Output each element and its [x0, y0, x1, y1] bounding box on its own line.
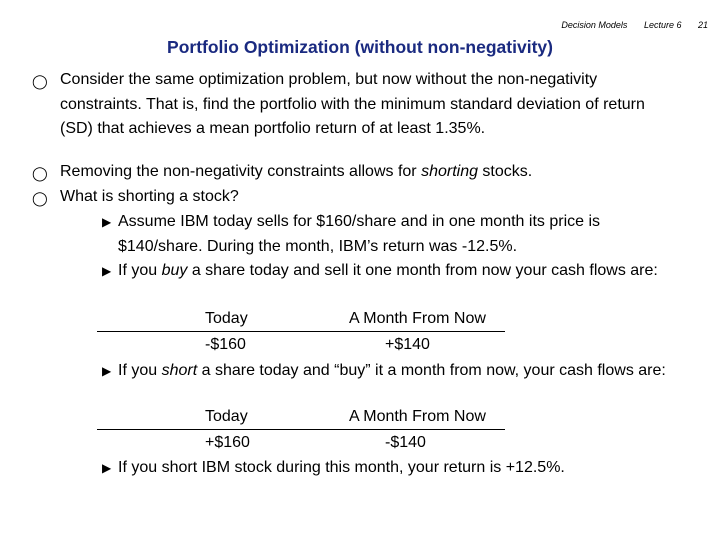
sub-bullet-short [102, 359, 678, 384]
sub-bullet-emphasis: buy [161, 262, 188, 279]
bullet-text: Consider the same optimization problem, but now without the non-negativity constraints. That is, find the portfolio with the minimum standard deviation of return (SD) that achieves a mean portfolio return of at least 1.35%. [60, 71, 645, 137]
triangle-bullet-icon: ▶ [102, 461, 112, 475]
sub-bullet-text-before: If you [118, 362, 162, 379]
value-today: +$160 [205, 434, 250, 451]
short-table-header [97, 405, 505, 430]
col-month-from-now: A Month From Now [349, 408, 486, 425]
lecture-number: Lecture 6 [643, 20, 682, 30]
sub-bullet-text-after: a share today and sell it one month from now your cash flows are: [187, 262, 658, 279]
buy-table-header [97, 307, 505, 332]
sub-bullet-result [102, 456, 678, 481]
slide-title: Portfolio Optimization (without non-negativity) [167, 37, 553, 57]
bullet-text-after: stocks. [477, 163, 533, 180]
bullet-icon: ◯ [32, 165, 48, 181]
value-month-from-now: -$140 [385, 434, 426, 451]
bullet-text-before: Removing the non-negativity constraints allows for [60, 163, 422, 180]
sub-bullet-text-after: a share today and “buy” it a month from now, your cash flows are: [197, 362, 666, 379]
value-today: -$160 [205, 336, 246, 353]
col-today: Today [205, 310, 248, 327]
sub-bullet-text: If you short IBM stock during this month, your return is +12.5%. [118, 459, 565, 476]
sub-bullet-text-before: If you [118, 262, 162, 279]
sub-bullet-text: Assume IBM today sells for $160/share and in one month its price is $140/share. During the month, IBM’s return was -12.5%. [118, 213, 601, 255]
bullet-constraints [32, 68, 670, 142]
col-month-from-now: A Month From Now [349, 310, 486, 327]
slide-header [561, 20, 708, 30]
triangle-bullet-icon: ▶ [102, 364, 112, 378]
bullet-removing [32, 160, 670, 185]
value-month-from-now: +$140 [385, 336, 430, 353]
bullet-what-is-shorting [32, 185, 670, 210]
bullet-icon: ◯ [32, 73, 48, 89]
sub-bullet-emphasis: short [161, 362, 198, 379]
sub-bullet-buy [102, 259, 678, 284]
short-table-values [97, 431, 505, 455]
triangle-bullet-icon: ▶ [102, 264, 112, 278]
buy-table-values [97, 333, 505, 357]
bullet-emphasis: shorting [421, 163, 478, 180]
bullet-text: What is shorting a stock? [60, 188, 239, 205]
col-today: Today [205, 408, 248, 425]
page-number: 21 [697, 20, 708, 30]
course-name: Decision Models [561, 20, 628, 30]
bullet-icon: ◯ [32, 190, 48, 206]
triangle-bullet-icon: ▶ [102, 215, 112, 229]
sub-bullet-ibm [102, 210, 678, 259]
